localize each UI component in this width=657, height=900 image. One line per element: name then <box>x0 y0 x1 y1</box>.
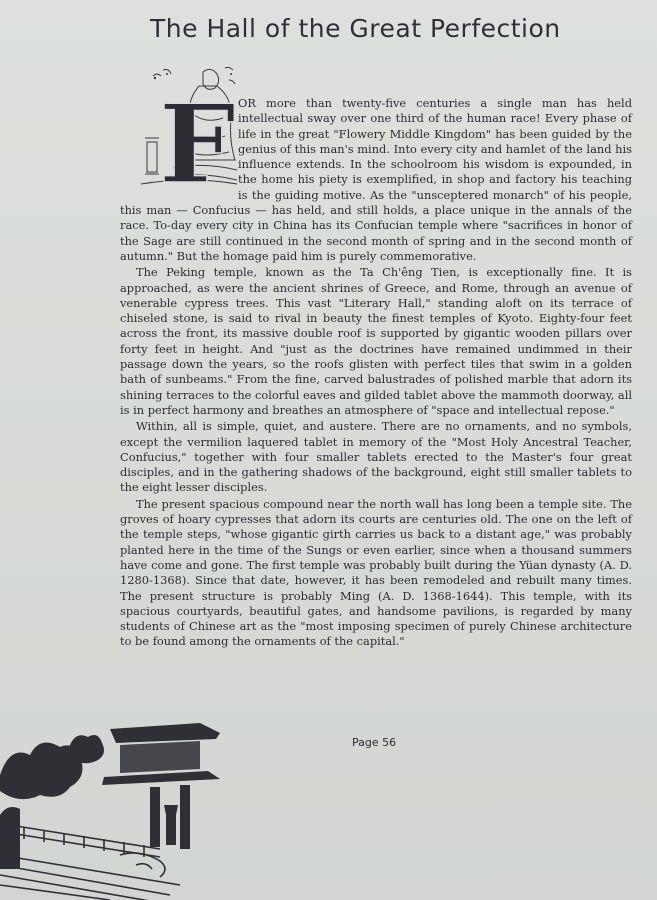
article-body <box>120 96 632 651</box>
page-title: The Hall of the Great Perfection <box>150 14 561 43</box>
temple-illustration <box>0 705 220 900</box>
page-number: Page 56 <box>352 736 397 749</box>
drop-cap-letter: F <box>159 82 236 194</box>
paragraph: The present spacious compound near the north wall has long been a temple site. The groves of hoary cypresses that adorn its courts are centuries old. The one on the left of the temple steps, "whose gigantic girth carries us back to a distant age," was probably planted here in the time of the Sungs or even earlier, since when a thousand summers have come and gone. The first temple was probably built during the Yüan dynasty (A. D. 1280-1368). Since that date, however, it has been remodeled and rebuilt many times. The present structure is probably Ming (A. D. 1368-1644). This temple, with its spacious courtyards, beautiful gates, and handsome pavilions, is regarded by many students of Chinese art as the "most imposing specimen of purely Chinese architecture to be found among the ornaments of the capital." <box>120 496 632 649</box>
paragraph: Within, all is simple, quiet, and austere. There are no ornaments, and no symbols, except the vermilion laquered tablet in memory of the "Most Holy Ancestral Teacher, Confucius," together with four smaller tablets erected to the Master's four great disciples, and in the gathering shadows of the background, eight still smaller tablets to the eight lesser disciples. <box>120 419 632 495</box>
paragraph: OR more than twenty-five centuries a single man has held intellectual sway over one third of the human race! Every phase of life in the great "Flowery Middle Kingdom" has been guided by the genius of this man's mind. Into every city and hamlet of the land his influence extends. In the schoolroom his wisdom is expounded, in the home his piety is exemplified, in shop and factory his teaching is the guiding motive. As the "unsceptered monarch" of his people, this man — Confucius — has held, and still holds, a place unique in the annals of the race. To-day every city in China has its Confucian temple where "sacrifices in honor of the Sage are still continued in the second month of spring and in the second month of autumn." But the homage paid him is purely commemorative. <box>120 96 632 263</box>
paragraph: The Peking temple, known as the Ta Ch'êng Tien, is exceptionally fine. It is approached, as were the ancient shrines of Greece, and Rome, through an avenue of venerable cypress trees. This vast "Literary Hall," standing aloft on its terrace of chiseled stone, is said to rival in beauty the finest temples of Kyoto. Eighty-four feet across the front, its massive double roof is supported by gigantic wooden pillars over forty feet in height. And "just as the doctrines have remained undimmed in their passage down the years, so the roofs glisten with perfect tiles that swim in a golden bath of sunbeams." From the fine, carved balustrades of polished marble that adorn its shining terraces to the colorful eaves and gilded tablet above the mammoth doorway, all is in perfect harmony and breathes an atmosphere of "space and intellectual repose." <box>120 265 632 417</box>
drop-cap-space <box>120 96 238 194</box>
